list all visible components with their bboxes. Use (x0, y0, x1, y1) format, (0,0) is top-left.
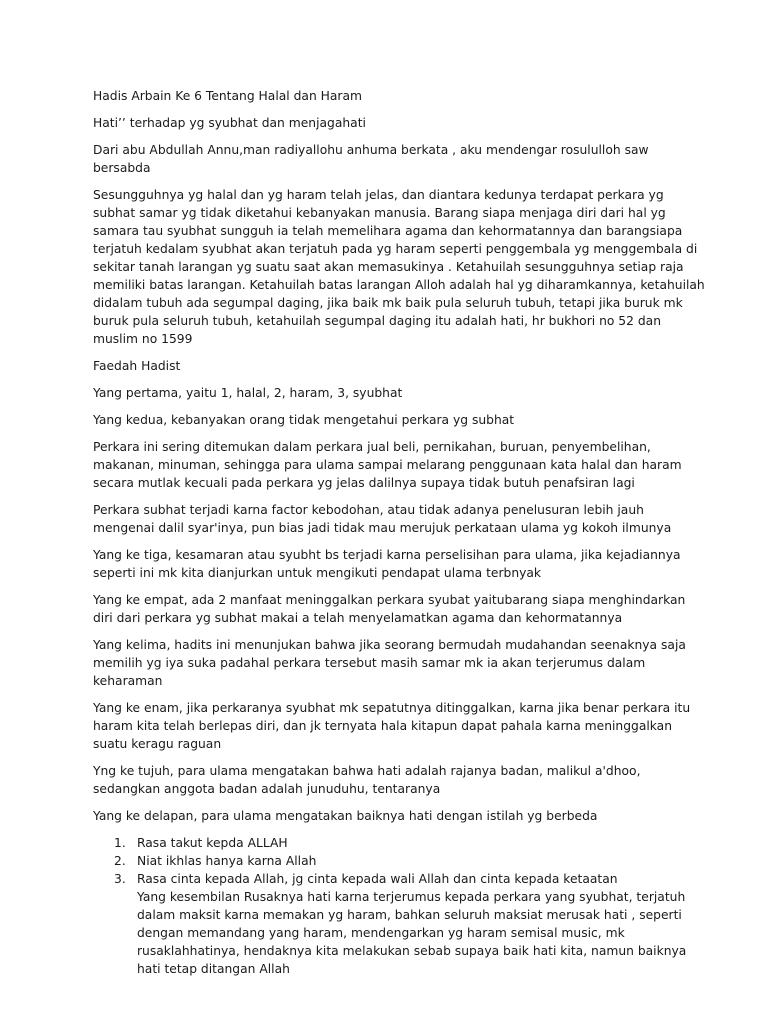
paragraph-4: Faedah Hadist (93, 359, 181, 373)
paragraph-5: Yang pertama, yaitu 1, halal, 2, haram, 3, syubhat (93, 386, 403, 400)
paragraph-10: Yang ke empat, ada 2 manfaat meninggalkan perkara syubat yaitubarang siapa menghindarkan diri dari perkara yg subhat makai a telah menyelamatkan agama dan kehormatannya (93, 593, 686, 625)
list-item-text: Niat ikhlas hanya karna Allah (137, 854, 317, 868)
paragraph-14: Yang ke delapan, para ulama mengatakan baiknya hati dengan istilah yg berbeda (93, 809, 598, 823)
paragraph-2: Dari abu Abdullah Annu,man radiyallohu anhuma berkata , aku mendengar rosululloh saw bersabda (93, 143, 649, 175)
paragraph-6: Yang kedua, kebanyakan orang tidak mengetahui perkara yg subhat (93, 413, 515, 427)
list-item (93, 870, 708, 978)
numbered-list (93, 834, 708, 978)
list-item-number: 2. (114, 854, 126, 868)
paragraph-13: Yng ke tujuh, para ulama mengatakan bahwa hati adalah rajanya badan, malikul a'dhoo, sedangkan anggota badan adalah junuduhu, tentaranya (93, 764, 641, 796)
paragraph-1: Hati’’ terhadap yg syubhat dan menjagahati (93, 116, 366, 130)
list-item-number: 1. (114, 836, 126, 850)
list-item-text: Rasa cinta kepada Allah, jg cinta kepada wali Allah dan cinta kepada ketaatan (137, 872, 618, 886)
paragraph-9: Yang ke tiga, kesamaran atau syubht bs terjadi karna perselisihan para ulama, jika kejadiannya seperti ini mk kita dianjurkan untuk mengikuti pendapat ulama terbnyak (93, 548, 681, 580)
document-title: Hadis Arbain Ke 6 Tentang Halal dan Haram (93, 89, 363, 103)
paragraph-3: Sesungguhnya yg halal dan yg haram telah jelas, dan diantara kedunya terdapat perkara yg subhat samar yg tidak diketahui kebanyakan manusia. Barang siapa menjaga diri dari hal yg samara tau syubhat sungguh ia telah memelihara agama dan kehormatannya dan barangsiapa terjatuh kedalam syubhat akan terjatuh pada yg haram seperti penggembala yg menggembala di sekitar tanah larangan yg suatu saat akan memasukinya . Ketahuilah sesungguhnya setiap raja memiliki batas larangan. Ketahuilah batas larangan Alloh adalah hal yg diharamkannya, ketahuilah didalam tubuh ada segumpal daging, jika baik mk baik pula seluruh tubuh, tetapi jika buruk mk buruk pula seluruh tubuh, ketahuilah segumpal daging itu adalah hati, hr bukhori no 52 dan muslim no 1599 (93, 188, 705, 346)
paragraph-11: Yang kelima, hadits ini menunjukan bahwa jika seorang bermudah mudahandan seenaknya saja memilih yg iya suka padahal perkara tersebut masih samar mk ia akan terjerumus dalam keharaman (93, 638, 686, 688)
paragraph-12: Yang ke enam, jika perkaranya syubhat mk sepatutnya ditinggalkan, karna jika benar perkara itu haram kita telah berlepas diri, dan jk ternyata hala kitapun dapat pahala karna meninggalkan suatu keragu raguan (93, 701, 691, 751)
list-item (93, 852, 708, 870)
paragraph-8: Perkara subhat terjadi karna factor kebodohan, atau tidak adanya penelusuran lebih jauh mengenai dalil syar'inya, pun bias jadi tidak mau merujuk perkataan ulama yg kokoh ilmunya (93, 503, 672, 535)
list-item-text: Rasa takut kepda ALLAH (137, 836, 288, 850)
paragraph-7: Perkara ini sering ditemukan dalam perkara jual beli, pernikahan, buruan, penyembelihan, makanan, minuman, sehingga para ulama sampai melarang penggunaan kata halal dan haram secara mutlak kecuali pada perkara yg jelas dalilnya supaya tidak butuh penafsiran lagi (93, 440, 682, 490)
list-item (93, 834, 708, 852)
list-item-continuation: Yang kesembilan Rusaknya hati karna terjerumus kepada perkara yang syubhat, terjatuh dalam maksit karna memakan yg haram, bahkan seluruh maksiat merusak hati , seperti dengan memandang yang haram, mendengarkan yg haram semisal music, mk rusaklahhatinya, hendaknya kita melakukan sebab supaya baik hati kita, namun baiknya hati tetap ditangan Allah (137, 890, 687, 976)
list-item-number: 3. (114, 872, 126, 886)
